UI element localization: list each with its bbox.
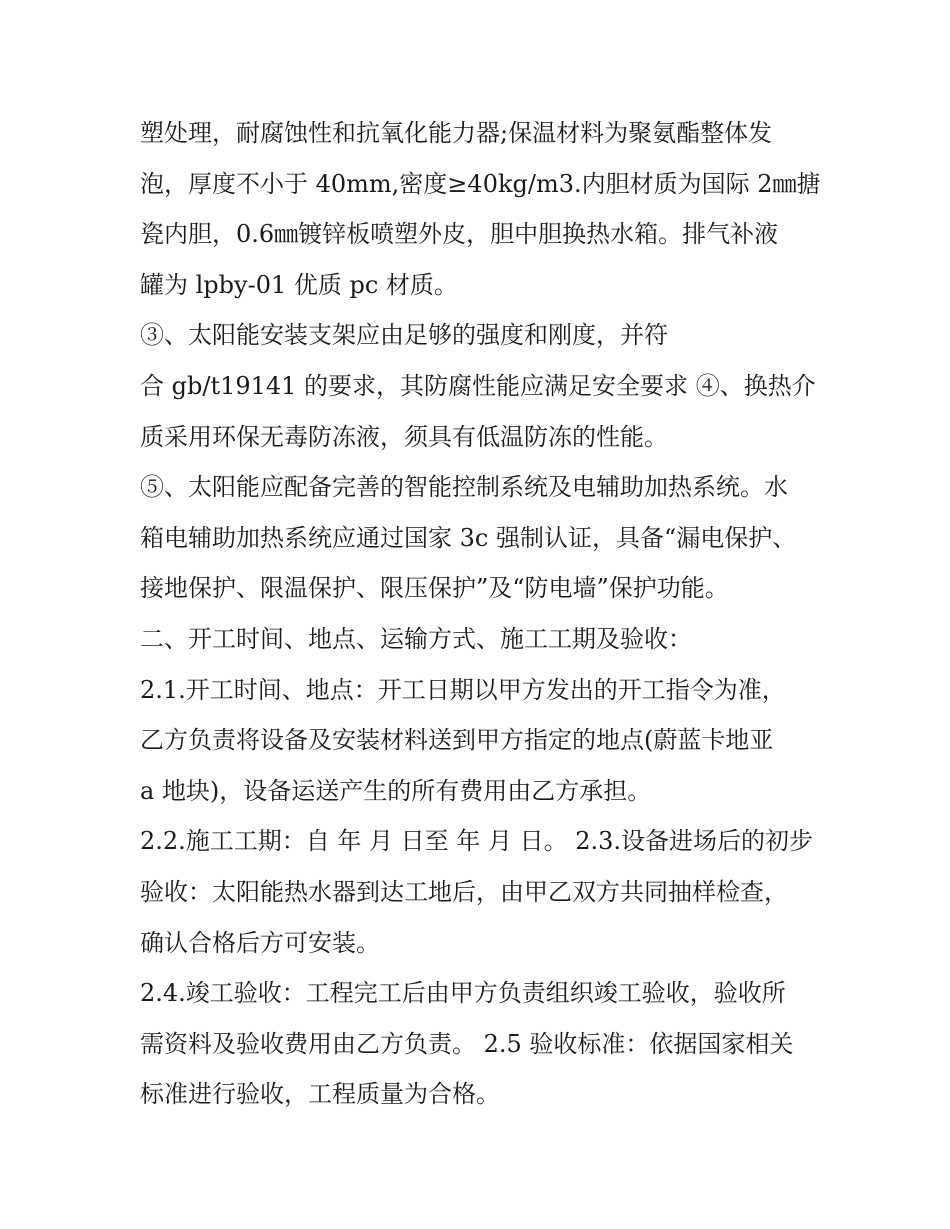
text-line: 2.2.施工工期：自 年 月 日至 年 月 日。 2.3.设备进场后的初步: [140, 827, 813, 856]
text-line: 合 gb/t19141 的要求，其防腐性能应满足安全要求 ④、换热介: [140, 371, 816, 400]
text-line: 2.1.开工时间、地点：开工日期以甲方发出的开工指令为准，: [140, 675, 786, 704]
text-line: 瓷内胆，0.6㎜镀锌板喷塑外皮，胆中胆换热水箱。排气补液: [140, 220, 779, 249]
text-line: a 地块)，设备运送产生的所有费用由乙方承担。: [140, 776, 652, 805]
text-line: 标准进行验收，工程质量为合格。: [140, 1080, 500, 1109]
text-line: 2.4.竣工验收：工程完工后由甲方负责组织竣工验收，验收所: [140, 979, 786, 1008]
text-line: 需资料及验收费用由乙方负责。 2.5 验收标准：依据国家相关: [140, 1029, 794, 1058]
section-heading: 二、开工时间、地点、运输方式、施工工期及验收：: [140, 624, 692, 653]
text-line: 接地保护、限温保护、限压保护”及“防电墙”保护功能。: [140, 574, 729, 603]
text-line: ⑤、太阳能应配备完善的智能控制系统及电辅助加热系统。水: [140, 473, 788, 502]
document-body: [140, 108, 820, 1120]
text-line: 确认合格后方可安装。: [140, 928, 380, 957]
text-line: 质采用环保无毒防冻液，须具有低温防冻的性能。: [140, 422, 668, 451]
text-line: 罐为 lpby-01 优质 pc 材质。: [140, 270, 458, 299]
text-line: 验收：太阳能热水器到达工地后，由甲乙双方共同抽样检查，: [140, 877, 788, 906]
text-line: 箱电辅助加热系统应通过国家 3c 强制认证，具备“漏电保护、: [140, 523, 797, 552]
text-line: 塑处理，耐腐蚀性和抗氧化能力器;保温材料为聚氨酯整体发: [140, 119, 773, 147]
text-line: 乙方负责将设备及安装材料送到甲方指定的地点(蔚蓝卡地亚: [140, 726, 774, 755]
text-line: 泡，厚度不小于 40mm,密度≥40kg/m3.内胆材质为国际 2㎜搪: [140, 169, 821, 198]
text-line: ③、太阳能安装支架应由足够的强度和刚度，并符: [140, 321, 668, 350]
